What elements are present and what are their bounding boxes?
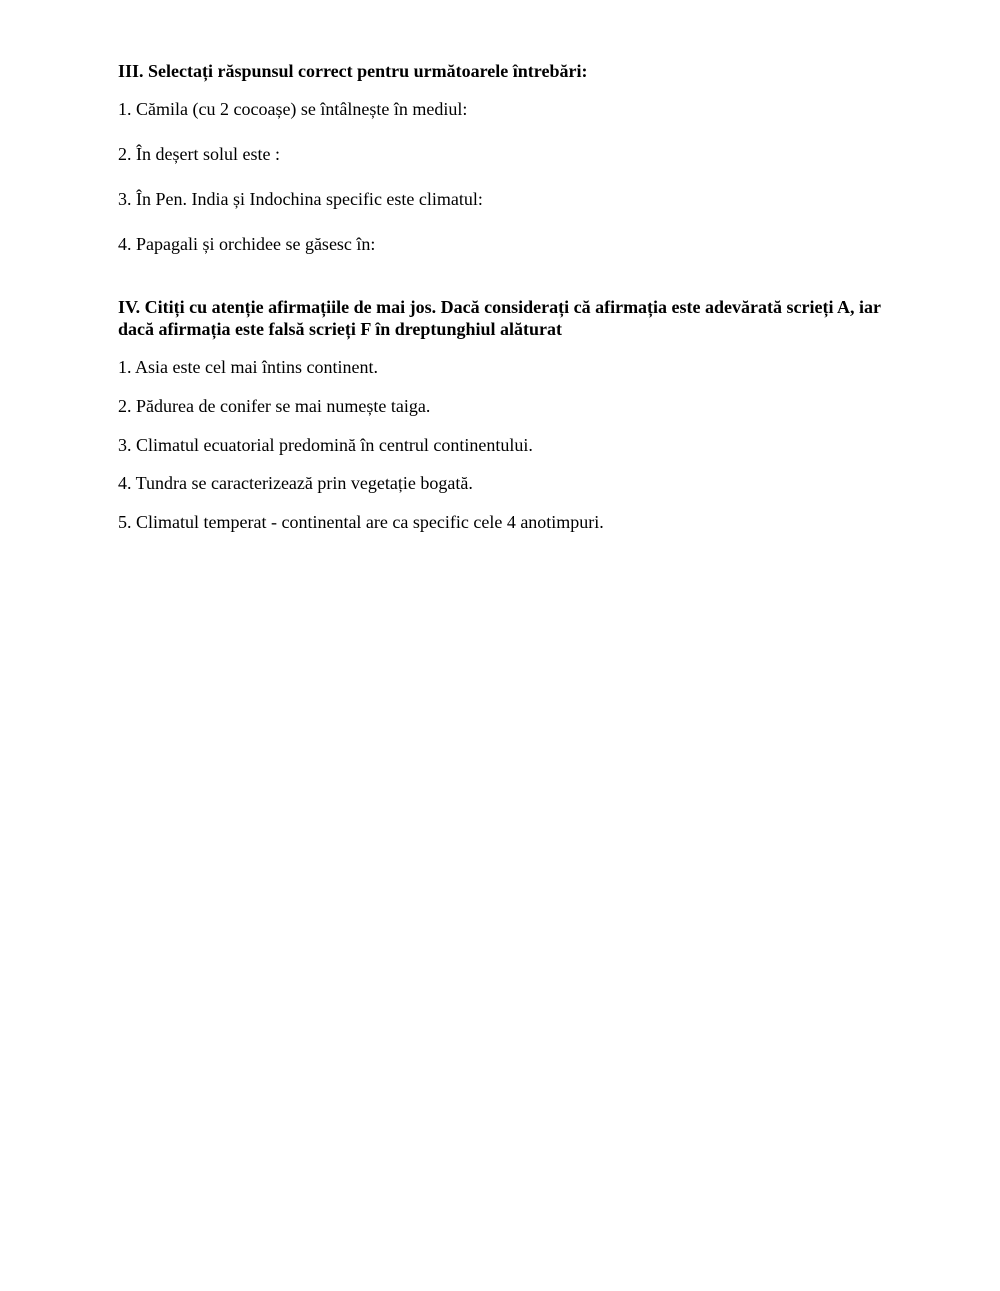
section-3-question-1: 1. Cămila (cu 2 cocoașe) se întâlnește în mediul: bbox=[118, 99, 468, 119]
section-4-statement-5: 5. Climatul temperat - continental are ca specific cele 4 anotimpuri. bbox=[118, 512, 604, 532]
section-4-statement-4: 4. Tundra se caracterizează prin vegetație bogată. bbox=[118, 473, 473, 493]
section-3-question-3: 3. În Pen. India și Indochina specific este climatul: bbox=[118, 189, 483, 209]
section-3-heading: III. Selectați răspunsul correct pentru următoarele întrebări: bbox=[118, 61, 588, 81]
section-4-heading bbox=[118, 296, 958, 340]
section-3-question-4: 4. Papagali și orchidee se găsesc în: bbox=[118, 234, 376, 254]
section-4-heading-line-2: dacă afirmația este falsă scrieți F în dreptunghiul alăturat bbox=[118, 319, 562, 339]
section-3-question-2: 2. În deșert solul este : bbox=[118, 144, 280, 164]
section-4-statement-3: 3. Climatul ecuatorial predomină în centrul continentului. bbox=[118, 435, 533, 455]
section-4-statement-1: 1. Asia este cel mai întins continent. bbox=[118, 357, 378, 377]
section-4-statement-2: 2. Pădurea de conifer se mai numește taiga. bbox=[118, 396, 431, 416]
section-4-heading-line-1: IV. Citiți cu atenție afirmațiile de mai jos. Dacă considerați că afirmația este adevărată scrieți A, iar bbox=[118, 297, 881, 317]
